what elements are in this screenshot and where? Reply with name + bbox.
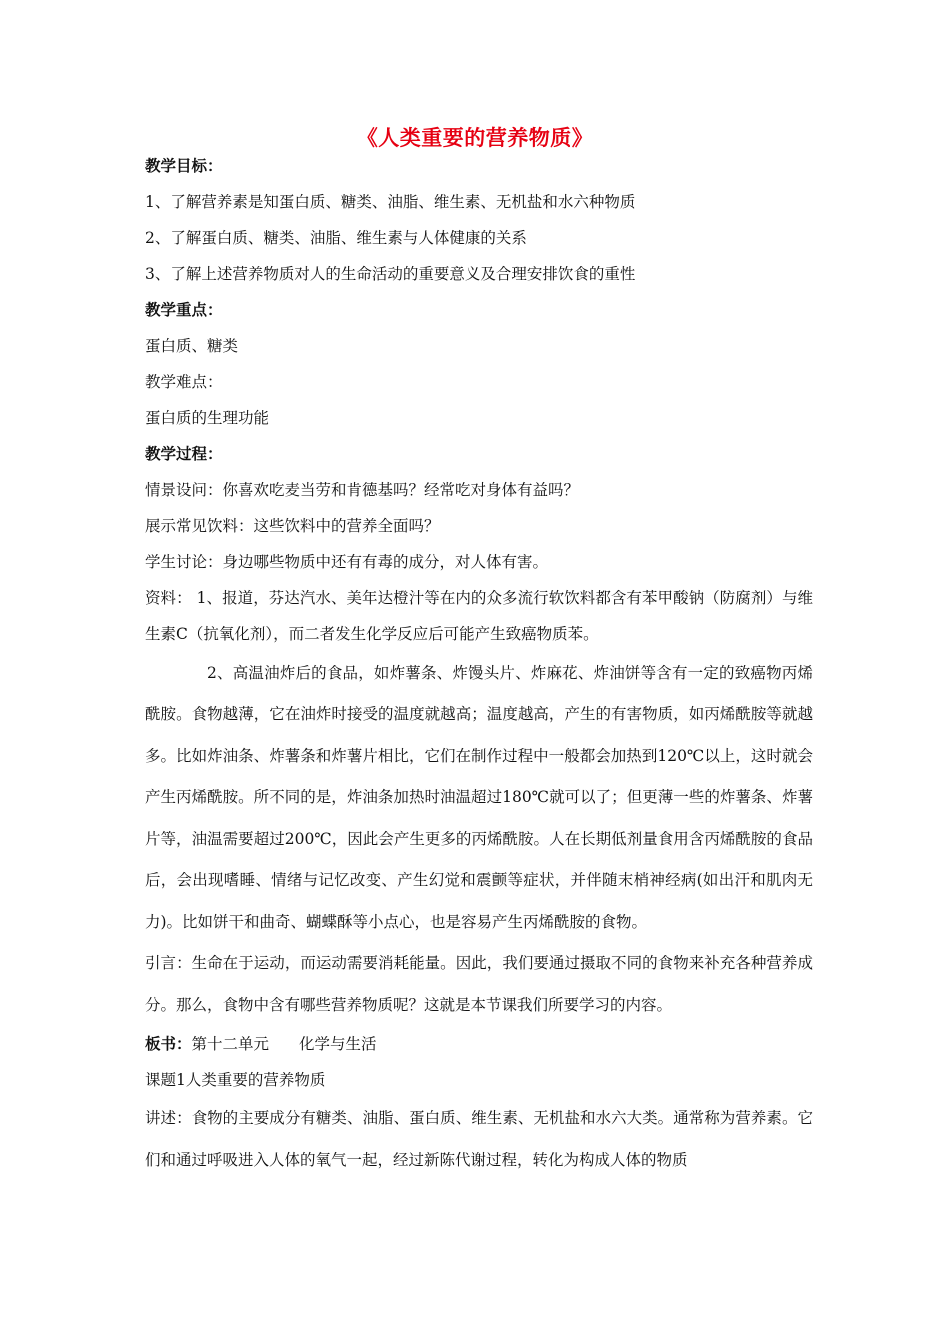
board-topic: 化学与生活	[299, 1035, 377, 1054]
objectives-heading: 教学目标：	[145, 157, 223, 175]
display-question: 展示常见饮料：这些饮料中的营养全面吗？	[145, 517, 440, 535]
difficulties-heading: 教学难点：	[145, 373, 223, 391]
material-paragraph-2: 2、高温油炸后的食品，如炸薯条、炸馒头片、炸麻花、炸油饼等含有一定的致癌物丙烯酰胺。食物越薄，它在油炸时接受的温度就越高；温度越高，产生的有害物质，如丙烯酰胺等就越多。比如炸油条、炸薯条和炸薯片相比，它们在制作过程中一般都会加热到120℃以上，这时就会产生丙烯酰胺。所不同的是，炸油条加热时油温超过180℃就可以了；但更薄一些的炸薯条、炸薯片等，油温需要超过200℃，因此会产生更多的丙烯酰胺。人在长期低剂量食用含丙烯酰胺的食品后，会出现嗜睡、情绪与记忆改变、产生幻觉和震颤等症状，并伴随末梢神经病(如出汗和肌肉无力)。比如饼干和曲奇、蝴蝶酥等小点心，也是容易产生丙烯酰胺的食物。	[145, 663, 813, 931]
document-body	[145, 148, 813, 1181]
board-unit: 第十二单元	[191, 1035, 270, 1054]
objective-item: 1、了解营养素是知蛋白质、糖类、油脂、维生素、无机盐和水六种物质	[145, 193, 636, 211]
objective-item: 2、了解蛋白质、糖类、油脂、维生素与人体健康的关系	[145, 229, 527, 247]
board-line	[145, 1026, 813, 1062]
objective-item: 3、了解上述营养物质对人的生命活动的重要意义及合理安排饮食的重性	[145, 265, 636, 283]
difficulties-text: 蛋白质的生理功能	[145, 409, 270, 427]
document-title: 《人类重要的营养物质》	[356, 126, 594, 150]
key-points-heading: 教学重点：	[145, 301, 223, 319]
lecture-paragraph: 讲述：食物的主要成分有糖类、油脂、蛋白质、维生素、无机盐和水六大类。通常称为营养素。它们和通过呼吸进入人体的氧气一起，经过新陈代谢过程，转化为构成人体的物质	[145, 1109, 813, 1169]
student-discussion: 学生讨论：身边哪些物质中还有有毒的成分，对人体有害。	[145, 553, 549, 571]
process-heading: 教学过程：	[145, 445, 223, 463]
lesson-title: 课题1人类重要的营养物质	[145, 1071, 326, 1090]
intro-paragraph: 引言：生命在于运动，而运动需要消耗能量。因此，我们要通过摄取不同的食物来补充各种营养成分。那么，食物中含有哪些营养物质呢？这就是本节课我们所要学习的内容。	[145, 954, 813, 1014]
key-points-text: 蛋白质、糖类	[145, 337, 239, 355]
board-label: 板书：	[145, 1035, 192, 1054]
material-paragraph-1: 资料： 1、报道，芬达汽水、美年达橙汁等在内的众多流行软饮料都含有苯甲酸钠（防腐剂）与维生素C（抗氧化剂），而二者发生化学反应后可能产生致癌物质苯。	[145, 589, 813, 644]
scenario-question: 情景设问：你喜欢吃麦当劳和肯德基吗？经常吃对身体有益吗？	[145, 481, 580, 499]
